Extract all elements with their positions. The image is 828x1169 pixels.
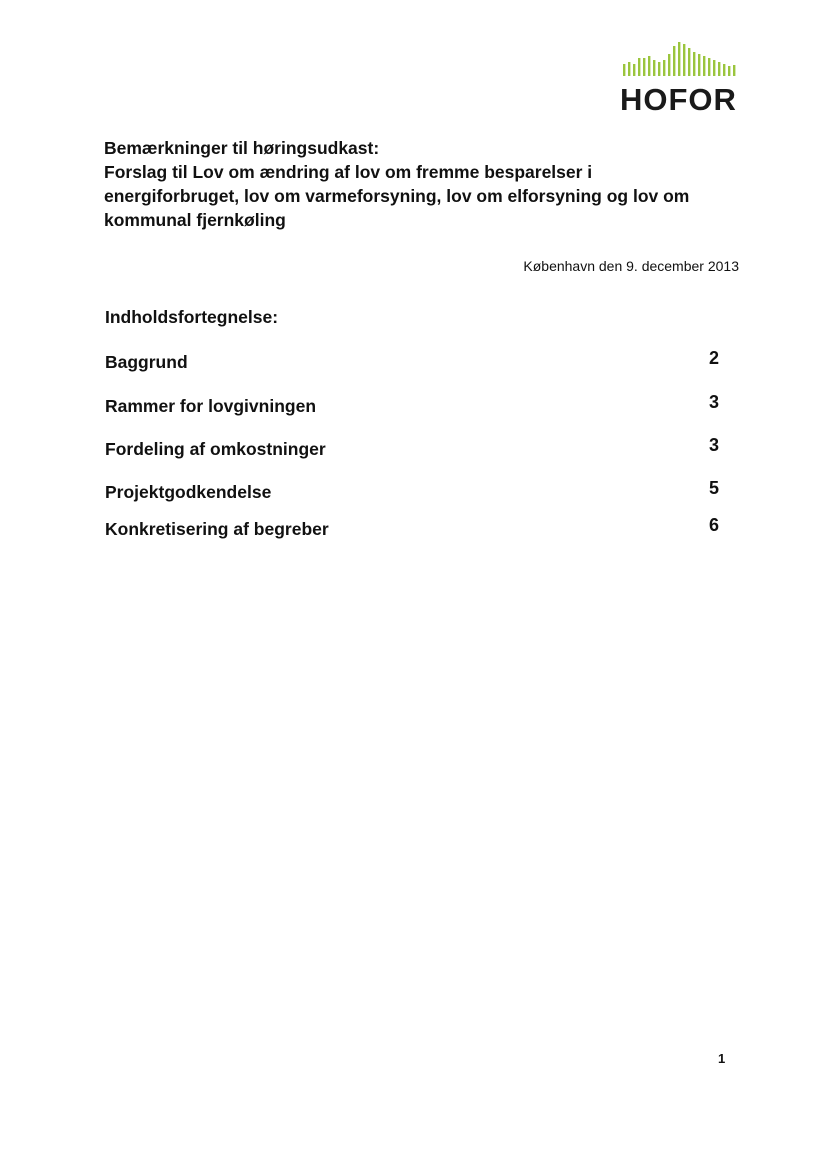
document-date: København den 9. december 2013 [523,258,739,274]
hofor-logo [620,40,742,118]
toc-item-rammer [105,392,719,420]
toc-title: Indholdsfortegnelse: [105,307,279,327]
toc-item-label: Konkretisering af begreber [105,519,329,539]
heading-line: energiforbruget, lov om varmeforsyning, lov om elforsyning og lov om [104,186,690,206]
page-number: 1 [718,1051,726,1066]
heading-line: kommunal fjernkøling [104,210,286,230]
toc-item-label: Fordeling af omkostninger [105,439,326,459]
logo-bars-icon [620,40,742,82]
heading-line: Forslag til Lov om ændring af lov om fremme besparelser i [104,162,593,182]
toc-item-fordeling [105,435,719,463]
toc-item-label: Rammer for lovgivningen [105,396,317,416]
toc-item-page: 3 [708,392,719,412]
toc-item-projektgodkendelse [105,478,719,506]
document-heading [104,136,744,232]
toc-item-label: Projektgodkendelse [105,482,272,502]
heading-line: Bemærkninger til høringsudkast: [104,138,380,158]
toc-item-page: 5 [708,478,719,498]
toc-item-baggrund [105,348,719,376]
logo-text: HOFOR [620,82,737,117]
toc-item-page: 3 [708,435,719,455]
toc-item-konkretisering [105,515,719,543]
toc-item-label: Baggrund [105,352,188,372]
toc-item-page: 6 [708,515,719,535]
toc-item-page: 2 [708,348,719,368]
